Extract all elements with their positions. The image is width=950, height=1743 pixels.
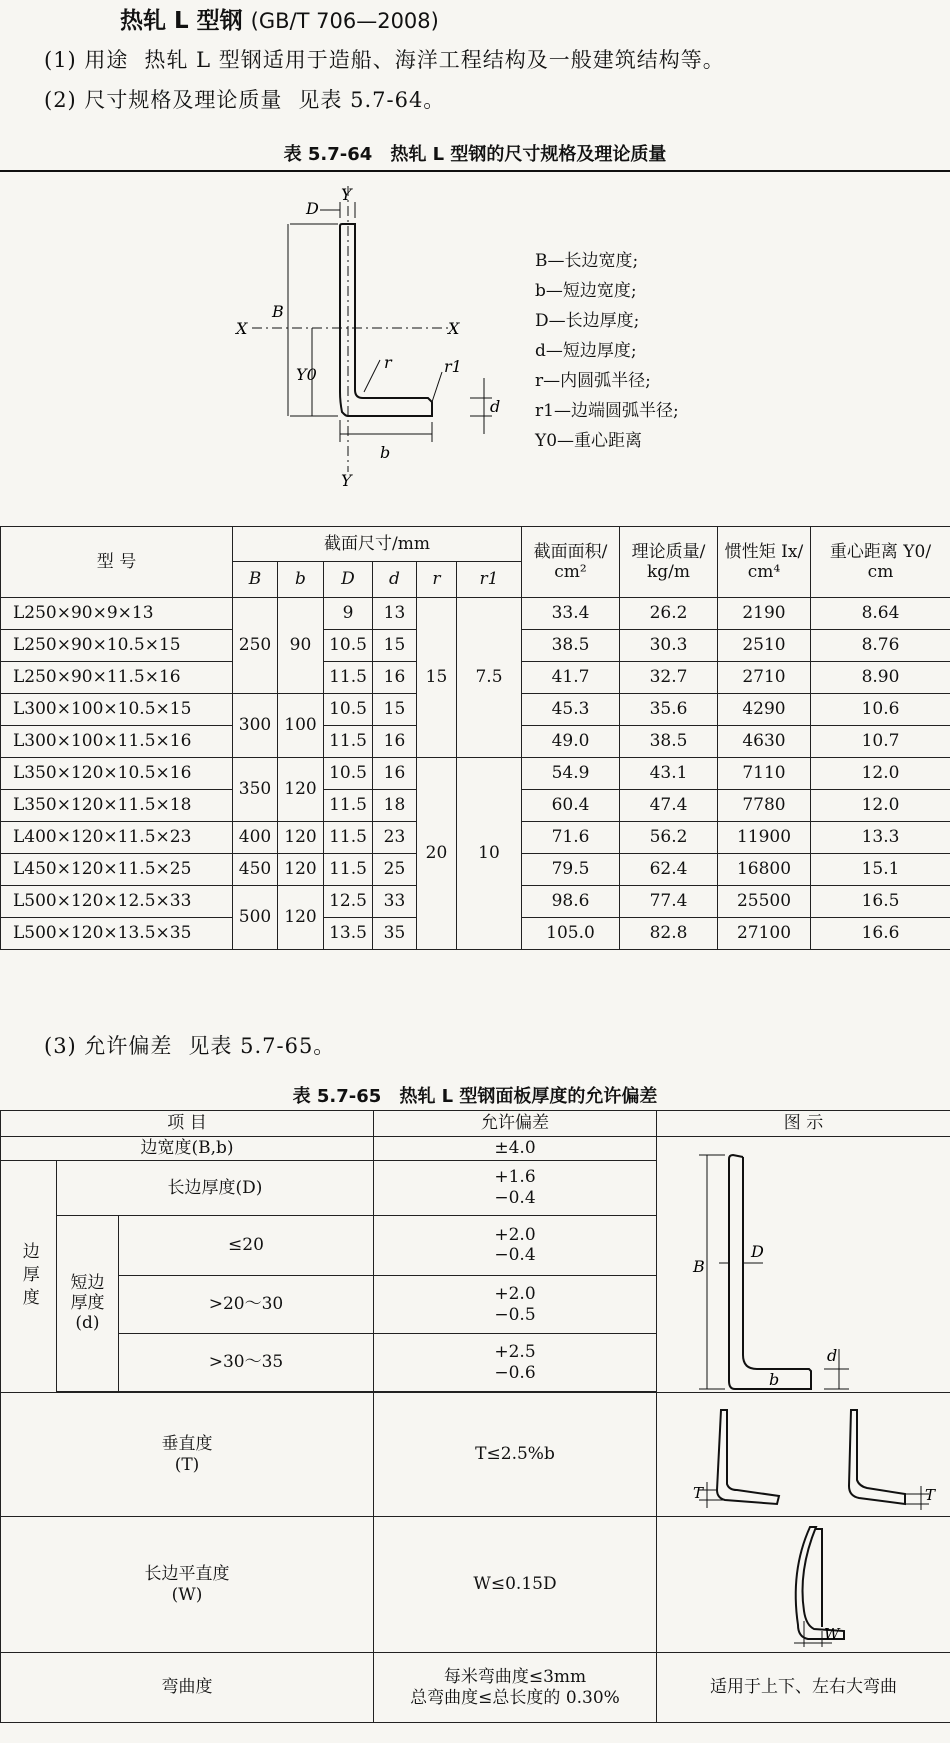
cell-ix: 2510 xyxy=(718,630,811,662)
bend-tol-total: 总弯曲度≤总长度的 0.30% xyxy=(410,1687,620,1708)
bend-tol-per-meter: 每米弯曲度≤3mm xyxy=(443,1667,587,1688)
header-B: B xyxy=(233,562,278,598)
para-dimensions xyxy=(44,84,445,114)
para-usage xyxy=(44,44,725,74)
cell-D: 11.5 xyxy=(324,854,373,886)
cell-D: 11.5 xyxy=(324,726,373,758)
diagram-label-y-bottom: Y xyxy=(341,471,352,490)
flat-label: 长边平直度 xyxy=(144,1564,230,1585)
diagram-legend xyxy=(535,246,679,456)
cell-d: 15 xyxy=(373,630,417,662)
fig-label-T-right: T xyxy=(924,1485,935,1504)
cell-area: 105.0 xyxy=(522,918,620,950)
cell-b: 120 xyxy=(278,758,324,822)
tol-minus: −0.5 xyxy=(494,1304,536,1325)
cell-long-thickness: 长边厚度(D) xyxy=(57,1161,374,1216)
cell-area: 38.5 xyxy=(522,630,620,662)
header-centroid xyxy=(811,527,950,598)
header-item: 项 目 xyxy=(1,1111,374,1137)
diagram-label-y-top: Y xyxy=(341,185,352,204)
cell-area: 71.6 xyxy=(522,822,620,854)
table-row xyxy=(1,598,950,630)
cell-short-tol xyxy=(374,1334,657,1392)
cell-model: L300×100×10.5×15 xyxy=(1,694,233,726)
section-title-text: 热轧 L 型钢 xyxy=(120,8,243,34)
fig-label-W: W xyxy=(823,1624,839,1643)
legend-item: r1—边端圆弧半径; xyxy=(535,401,679,421)
cell-ix: 25500 xyxy=(718,886,811,918)
diagram-label-d: d xyxy=(490,397,501,416)
cell-b: 120 xyxy=(278,886,324,950)
cell-mass: 77.4 xyxy=(620,886,718,918)
cell-y0: 10.6 xyxy=(811,694,950,726)
header-inertia-unit: cm⁴ xyxy=(747,562,781,582)
cell-ix: 7780 xyxy=(718,790,811,822)
header-section-dims: 截面尺寸/mm xyxy=(233,527,522,562)
perp-symbol: (T) xyxy=(174,1454,200,1475)
header-r1: r1 xyxy=(457,562,522,598)
caption-text: 热轧 L 型钢面板厚度的允许偏差 xyxy=(399,1086,658,1107)
cell-y0: 10.7 xyxy=(811,726,950,758)
cell-B: 500 xyxy=(233,886,278,950)
header-model: 型 号 xyxy=(1,527,233,598)
tol-plus: +2.5 xyxy=(494,1342,536,1363)
cell-model: L500×120×12.5×33 xyxy=(1,886,233,918)
header-area xyxy=(522,527,620,598)
cell-d: 23 xyxy=(373,822,417,854)
para-label: (1) 用途 xyxy=(44,48,129,72)
tol-plus: +2.0 xyxy=(494,1284,536,1305)
cell-D: 12.5 xyxy=(324,886,373,918)
caption-number: 表 5.7-65 xyxy=(292,1086,382,1107)
cell-perpendicularity xyxy=(1,1393,374,1517)
cell-long-thickness-tol xyxy=(374,1161,657,1216)
cell-y0: 16.5 xyxy=(811,886,950,918)
tol-plus: +2.0 xyxy=(494,1224,536,1245)
cell-short-tol xyxy=(374,1215,657,1276)
cell-area: 41.7 xyxy=(522,662,620,694)
fig-label-B: B xyxy=(692,1257,705,1276)
cell-r1: 10 xyxy=(457,758,522,950)
cell-r1: 7.5 xyxy=(457,598,522,758)
cell-y0: 8.64 xyxy=(811,598,950,630)
thickness-figure xyxy=(659,1137,949,1392)
cell-area: 45.3 xyxy=(522,694,620,726)
tol-minus: −0.6 xyxy=(494,1362,536,1383)
cell-edge-thickness: 边厚度 xyxy=(1,1161,57,1393)
cell-B: 350 xyxy=(233,758,278,822)
diagram-label-B: B xyxy=(272,302,284,321)
legend-item: D—长边厚度; xyxy=(535,311,640,331)
cell-D: 9 xyxy=(324,598,373,630)
tol-minus: −0.4 xyxy=(494,1187,536,1208)
header-b: b xyxy=(278,562,324,598)
table-row xyxy=(1,758,950,790)
cell-B: 400 xyxy=(233,822,278,854)
table-5-7-64 xyxy=(0,526,950,950)
cell-y0: 13.3 xyxy=(811,822,950,854)
cell-D: 13.5 xyxy=(324,918,373,950)
standard-code: (GB/T 706—2008) xyxy=(250,9,439,33)
cell-d: 35 xyxy=(373,918,417,950)
cell-bending: 弯曲度 xyxy=(1,1653,374,1723)
cell-y0: 16.6 xyxy=(811,918,950,950)
cell-model: L300×100×11.5×16 xyxy=(1,726,233,758)
cell-mass: 32.7 xyxy=(620,662,718,694)
table-row xyxy=(1,1393,950,1517)
cell-r: 20 xyxy=(417,758,457,950)
table-row xyxy=(1,1517,950,1653)
cell-mass: 35.6 xyxy=(620,694,718,726)
header-centroid-label: 重心距离 Y0/ xyxy=(829,541,932,562)
tol-plus: +1.6 xyxy=(494,1167,536,1188)
cell-d: 15 xyxy=(373,694,417,726)
cell-D: 11.5 xyxy=(324,822,373,854)
header-d: d xyxy=(373,562,417,598)
section-title xyxy=(120,2,439,35)
cell-model: L250×90×9×13 xyxy=(1,598,233,630)
caption-text: 热轧 L 型钢的尺寸规格及理论质量 xyxy=(390,144,667,165)
cell-y0: 12.0 xyxy=(811,758,950,790)
cell-ix: 7110 xyxy=(718,758,811,790)
cell-ix: 16800 xyxy=(718,854,811,886)
cell-model: L250×90×11.5×16 xyxy=(1,662,233,694)
cell-y0: 12.0 xyxy=(811,790,950,822)
header-r: r xyxy=(417,562,457,598)
cell-b: 120 xyxy=(278,822,324,854)
header-centroid-unit: cm xyxy=(867,562,894,582)
cell-model: L450×120×11.5×25 xyxy=(1,854,233,886)
cell-d: 16 xyxy=(373,726,417,758)
cell-d: 25 xyxy=(373,854,417,886)
legend-item: B—长边宽度; xyxy=(535,251,639,271)
cell-area: 60.4 xyxy=(522,790,620,822)
flat-symbol: (W) xyxy=(171,1584,203,1605)
cell-model: L400×120×11.5×23 xyxy=(1,822,233,854)
legend-item: d—短边厚度; xyxy=(535,341,637,361)
legend-item: Y0—重心距离 xyxy=(535,431,643,451)
cell-mass: 38.5 xyxy=(620,726,718,758)
cell-flatness xyxy=(1,1517,374,1653)
cell-ix: 4290 xyxy=(718,694,811,726)
cell-short-range: >30～35 xyxy=(119,1334,374,1392)
para-text: 见表 5.7-64。 xyxy=(298,88,446,112)
l-section-diagram xyxy=(0,172,950,522)
table-row xyxy=(1,1653,950,1723)
header-D: D xyxy=(324,562,373,598)
cell-B: 300 xyxy=(233,694,278,758)
cell-d: 16 xyxy=(373,758,417,790)
legend-item: r—内圆弧半径; xyxy=(535,371,651,391)
cell-B: 250 xyxy=(233,598,278,694)
cell-d: 33 xyxy=(373,886,417,918)
cell-mass: 30.3 xyxy=(620,630,718,662)
cell-D: 10.5 xyxy=(324,630,373,662)
cell-b: 120 xyxy=(278,854,324,886)
diagram-label-x-left: X xyxy=(236,319,248,338)
header-inertia-label: 惯性矩 Ix/ xyxy=(724,541,804,562)
cell-edge-width-tol: ±4.0 xyxy=(374,1137,657,1161)
cell-model: L500×120×13.5×35 xyxy=(1,918,233,950)
table-5-7-65 xyxy=(0,1110,950,1723)
perpendicularity-figure xyxy=(669,1400,939,1510)
header-inertia xyxy=(718,527,811,598)
para-label: (2) 尺寸规格及理论质量 xyxy=(44,88,283,112)
cell-d: 16 xyxy=(373,662,417,694)
diagram-label-r1: r1 xyxy=(444,357,462,376)
fig-label-D: D xyxy=(750,1242,764,1261)
cell-ix: 4630 xyxy=(718,726,811,758)
cell-r: 15 xyxy=(417,598,457,758)
cell-area: 79.5 xyxy=(522,854,620,886)
fig-label-b: b xyxy=(768,1370,779,1389)
diagram-label-D: D xyxy=(306,199,319,218)
cell-mass: 47.4 xyxy=(620,790,718,822)
cell-ix: 2710 xyxy=(718,662,811,694)
cell-b: 90 xyxy=(278,598,324,694)
cell-b: 100 xyxy=(278,694,324,758)
diagram-label-Y0: Y0 xyxy=(296,365,317,384)
header-tolerance: 允许偏差 xyxy=(374,1111,657,1137)
diagram-label-x-right: X xyxy=(448,319,460,338)
cell-model: L250×90×10.5×15 xyxy=(1,630,233,662)
cell-mass: 56.2 xyxy=(620,822,718,854)
cell-ix: 11900 xyxy=(718,822,811,854)
perp-label: 垂直度 xyxy=(161,1434,213,1455)
cell-y0: 15.1 xyxy=(811,854,950,886)
cell-flat-tol: W≤0.15D xyxy=(374,1517,657,1653)
cell-bend-tol xyxy=(374,1653,657,1723)
cell-area: 33.4 xyxy=(522,598,620,630)
cell-figure-perp xyxy=(657,1393,950,1517)
diagram-label-r: r xyxy=(384,353,392,372)
cell-ix: 27100 xyxy=(718,918,811,950)
cell-area: 49.0 xyxy=(522,726,620,758)
fig-label-d: d xyxy=(826,1346,837,1365)
cell-D: 10.5 xyxy=(324,694,373,726)
cell-d: 18 xyxy=(373,790,417,822)
para-text: 热轧 L 型钢适用于造船、海洋工程结构及一般建筑结构等。 xyxy=(144,48,725,72)
header-mass xyxy=(620,527,718,598)
fig-label-T: T xyxy=(692,1483,703,1502)
cell-bend-note: 适用于上下、左右大弯曲 xyxy=(657,1653,950,1723)
table1-caption xyxy=(0,140,950,166)
cell-B: 450 xyxy=(233,854,278,886)
cell-D: 11.5 xyxy=(324,790,373,822)
header-area-label: 截面面积/ xyxy=(533,541,608,562)
cell-model: L350×120×10.5×16 xyxy=(1,758,233,790)
diagram-label-b: b xyxy=(380,443,391,462)
para-text: 见表 5.7-65。 xyxy=(188,1034,336,1058)
legend-item: b—短边宽度; xyxy=(535,281,637,301)
flatness-figure xyxy=(704,1521,904,1649)
cell-short-range: >20～30 xyxy=(119,1276,374,1334)
cell-perp-tol: T≤2.5%b xyxy=(374,1393,657,1517)
cell-short-tol xyxy=(374,1276,657,1334)
header-area-unit: cm² xyxy=(554,562,587,582)
cell-figure-thickness xyxy=(657,1137,950,1393)
cell-short-thickness: 短边厚度(d) xyxy=(57,1215,119,1392)
cell-area: 54.9 xyxy=(522,758,620,790)
tol-minus: −0.4 xyxy=(494,1245,536,1266)
cell-D: 10.5 xyxy=(324,758,373,790)
table2-caption xyxy=(0,1082,950,1108)
cell-mass: 62.4 xyxy=(620,854,718,886)
para-label: (3) 允许偏差 xyxy=(44,1034,173,1058)
cell-model: L350×120×11.5×18 xyxy=(1,790,233,822)
para-tolerance xyxy=(44,1030,335,1060)
cell-mass: 26.2 xyxy=(620,598,718,630)
cell-mass: 43.1 xyxy=(620,758,718,790)
cell-d: 13 xyxy=(373,598,417,630)
cell-y0: 8.76 xyxy=(811,630,950,662)
cell-edge-width: 边宽度(B,b) xyxy=(1,1137,374,1161)
header-figure: 图 示 xyxy=(657,1111,950,1137)
caption-number: 表 5.7-64 xyxy=(283,144,373,165)
table-row xyxy=(1,1137,950,1161)
header-mass-unit: kg/m xyxy=(646,562,691,582)
cell-ix: 2190 xyxy=(718,598,811,630)
cell-mass: 82.8 xyxy=(620,918,718,950)
cell-area: 98.6 xyxy=(522,886,620,918)
cell-figure-flat xyxy=(657,1517,950,1653)
cell-short-range: ≤20 xyxy=(119,1215,374,1276)
cell-D: 11.5 xyxy=(324,662,373,694)
header-mass-label: 理论质量/ xyxy=(631,541,706,562)
cell-y0: 8.90 xyxy=(811,662,950,694)
